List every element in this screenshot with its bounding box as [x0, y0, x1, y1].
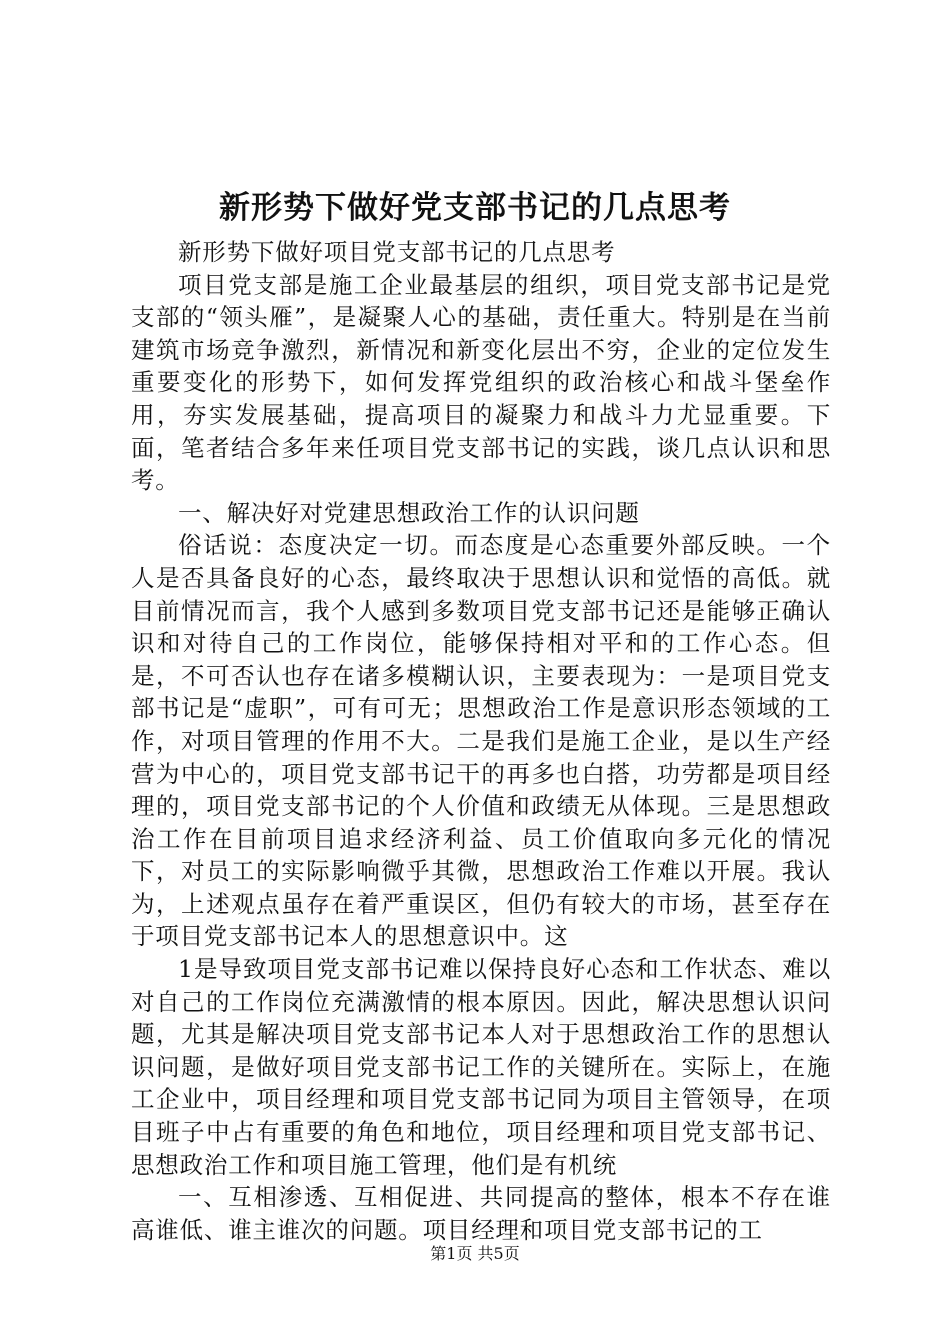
subtitle-paragraph: 新形势下做好项目党支部书记的几点思考 — [178, 238, 616, 266]
page-footer: 第1页 共5页 — [430, 1244, 520, 1263]
intro-paragraph: 项目党支部是施工企业最基层的组织，项目党支部书记是党支部的“领头雁”，是凝聚人心的基础，责任重大。特别是在当前建筑市场竞争激烈，新情况和新变化层出不穷，企业的定位发生重要变化的形势下，如何发挥党组织的政治核心和战斗堡垒作用，夯实发展基础，提高项目的凝聚力和战斗力尤显重要。下面，笔者结合多年来任项目党支部书记的实践，谈几点认识和思考。 — [131, 270, 831, 495]
document-title: 新形势下做好党支部书记的几点思考 — [219, 190, 731, 226]
body-paragraph: 一、互相渗透、互相促进、共同提高的整体，根本不存在谁高谁低、谁主谁次的问题。项目经理和项目党支部书记的工 — [131, 1183, 831, 1244]
section-heading: 一、解决好对党建思想政治工作的认识问题 — [178, 498, 640, 527]
body-paragraph: 1是导致项目党支部书记难以保持良好心态和工作状态、难以对自己的工作岗位充满激情的根本原因。因此，解决思想认识问题，尤其是解决项目党支部书记本人对于思想政治工作的思想认识问题，是做好项目党支部书记工作的关键所在。实际上，在施工企业中，项目经理和项目党支部书记同为项目主管领导，在项目班子中占有重要的角色和地位，项目经理和项目党支部书记、思想政治工作和项目施工管理，他们是有机统 — [131, 955, 831, 1179]
document-body — [131, 236, 831, 1246]
body-paragraph: 俗话说：态度决定一切。而态度是心态重要外部反映。一个人是否具备良好的心态，最终取决于思想认识和觉悟的高低。就目前情况而言，我个人感到多数项目党支部书记还是能够正确认识和对待自己的工作岗位，能够保持相对平和的工作心态。但是，不可否认也存在诸多模糊认识，主要表现为：一是项目党支部书记是“虚职”，可有可无；思想政治工作是意识形态领域的工作，对项目管理的作用不大。二是我们是施工企业，是以生产经营为中心的，项目党支部书记干的再多也白搭，功劳都是项目经理的，项目党支部书记的个人价值和政绩无从体现。三是思想政治工作在目前项目追求经济利益、员工价值取向多元化的情况下，对员工的实际影响微乎其微，思想政治工作难以开展。我认为，上述观点虽存在着严重误区，但仍有较大的市场，甚至存在于项目党支部书记本人的思想意识中。这 — [131, 531, 831, 951]
